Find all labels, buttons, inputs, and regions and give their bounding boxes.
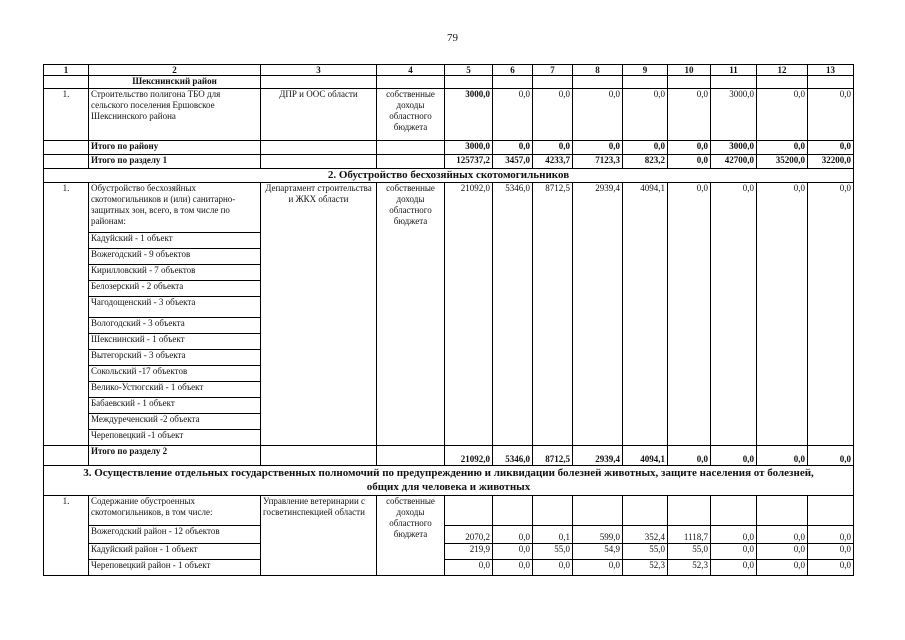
value-cell-col-11: 0,0 (711, 446, 757, 466)
value-cell-col-9: 4094,1 (623, 183, 668, 446)
value-cell-col-6: 5346,0 (493, 446, 533, 466)
table-cell (44, 141, 89, 155)
value-cell-col-5: 3000,0 (445, 141, 493, 155)
row-executor: Департамент строительства и ЖКХ области (261, 183, 377, 446)
district-name: Кадуйский - 1 объект (89, 233, 261, 249)
table-cell (533, 76, 573, 89)
value-cell-col-11: 3000,0 (711, 89, 757, 141)
value-cell-col-11: 42700,0 (711, 155, 757, 169)
table-cell (493, 76, 533, 89)
value-cell-col-7: 4233,7 (533, 155, 573, 169)
value-cell-col-8: 7123,3 (573, 155, 623, 169)
table-row (44, 560, 854, 576)
header-col-4: 4 (377, 65, 445, 76)
total-row (44, 141, 854, 155)
total-row (44, 155, 854, 169)
value-cell-col-8: 0,0 (573, 141, 623, 155)
district-name: Вытегорский - 3 объекта (89, 350, 261, 366)
value-cell-col-8 (573, 496, 623, 526)
section3-title (44, 466, 854, 496)
table-body (44, 65, 854, 576)
table-cell (573, 76, 623, 89)
total-district-label: Итого по району (89, 141, 261, 155)
budget-table-sheet (43, 64, 853, 630)
value-cell-col-12: 35200,0 (757, 155, 808, 169)
value-cell-col-5: 219,9 (445, 544, 493, 560)
value-cell-col-6: 3457,0 (493, 155, 533, 169)
section3-title-line1: 3. Осуществление отдельных государственных полномочий по предупреждению и ликвидации болезней животных, защите населения от болезней, (83, 467, 814, 479)
header-row (44, 65, 854, 76)
table-cell (757, 76, 808, 89)
table-cell (445, 76, 493, 89)
value-cell-col-7: 0,0 (533, 89, 573, 141)
table-cell (377, 446, 445, 466)
table-cell (668, 76, 711, 89)
value-cell-col-12: 0,0 (757, 544, 808, 560)
value-cell-col-13: 0,0 (808, 544, 854, 560)
header-col-2: 2 (89, 65, 261, 76)
table-cell (44, 155, 89, 169)
value-cell-col-10: 52,3 (668, 560, 711, 576)
value-cell-col-13: 0,0 (808, 183, 854, 446)
value-cell-col-13: 32200,0 (808, 155, 854, 169)
value-cell-col-7: 8712,5 (533, 183, 573, 446)
value-cell-col-12 (757, 496, 808, 526)
value-cell-col-10: 55,0 (668, 544, 711, 560)
table-cell (261, 446, 377, 466)
value-cell-col-6: 0,0 (493, 526, 533, 544)
header-col-9: 9 (623, 65, 668, 76)
value-cell-col-12: 0,0 (757, 141, 808, 155)
header-col-7: 7 (533, 65, 573, 76)
table-cell (623, 76, 668, 89)
header-col-1: 1 (44, 65, 89, 76)
page-number: 79 (447, 32, 458, 44)
value-cell-col-11: 0,0 (711, 526, 757, 544)
value-cell-col-5: 21092,0 (445, 183, 493, 446)
row-number: 1. (44, 89, 89, 141)
header-col-11: 11 (711, 65, 757, 76)
section-title-row (44, 169, 854, 183)
district-name: Белозерский - 2 объекта (89, 281, 261, 297)
value-cell-col-5 (445, 496, 493, 526)
value-cell-col-13: 0,0 (808, 141, 854, 155)
district-name: Вожегодский - 9 объектов (89, 249, 261, 265)
value-cell-col-9: 4094,1 (623, 446, 668, 466)
value-cell-col-5: 0,0 (445, 560, 493, 576)
value-cell-col-7: 55,0 (533, 544, 573, 560)
district-name: Велико-Устюгский - 1 объект (89, 382, 261, 398)
value-cell-col-7 (533, 496, 573, 526)
table-cell (377, 76, 445, 89)
value-cell-col-6: 5346,0 (493, 183, 533, 446)
district-name: Вологодский - 3 объекта (89, 318, 261, 334)
table-cell (808, 76, 854, 89)
value-cell-col-11: 0,0 (711, 183, 757, 446)
row-name: Обустройство бесхозяйных скотомогильников и (или) санитарно-защитных зон, всего, в том числе по районам: (89, 183, 261, 233)
header-col-10: 10 (668, 65, 711, 76)
district-name: Междуреченский -2 объекта (89, 414, 261, 430)
header-col-12: 12 (757, 65, 808, 76)
value-cell-col-6 (493, 496, 533, 526)
value-cell-col-9: 0,0 (623, 141, 668, 155)
district-name: Сокольский -17 объектов (89, 366, 261, 382)
value-cell-col-13: 0,0 (808, 560, 854, 576)
total-section2-label: Итого по разделу 2 (89, 446, 261, 466)
value-cell-col-9: 55,0 (623, 544, 668, 560)
value-cell-col-9: 823,2 (623, 155, 668, 169)
value-cell-col-8: 0,0 (573, 89, 623, 141)
header-col-3: 3 (261, 65, 377, 76)
table-cell (711, 76, 757, 89)
row-executor: Управление ветеринарии с госветинспекцией области (261, 496, 377, 576)
value-cell-col-5: 2070,2 (445, 526, 493, 544)
district-name: Вожегодский район - 12 объектов (89, 526, 261, 544)
section3-title-line2: общих для человека и животных (366, 481, 531, 493)
table-cell (261, 76, 377, 89)
district-name: Бабаевский - 1 объект (89, 398, 261, 414)
table-row (44, 89, 854, 141)
table-cell (44, 446, 89, 466)
district-title: Шекснинский район (89, 76, 261, 89)
value-cell-col-9: 0,0 (623, 89, 668, 141)
value-cell-col-11: 0,0 (711, 560, 757, 576)
table-cell (261, 155, 377, 169)
value-cell-col-11 (711, 496, 757, 526)
value-cell-col-5: 125737,2 (445, 155, 493, 169)
table-cell (44, 76, 89, 89)
value-cell-col-10: 0,0 (668, 141, 711, 155)
section2-title: 2. Обустройство бесхозяйных скотомогильников (44, 169, 854, 183)
row-executor: ДПР и ООС области (261, 89, 377, 141)
table-cell (377, 141, 445, 155)
value-cell-col-10: 0,0 (668, 155, 711, 169)
value-cell-col-6: 0,0 (493, 89, 533, 141)
value-cell-col-10: 0,0 (668, 183, 711, 446)
value-cell-col-6: 0,0 (493, 141, 533, 155)
table-cell (261, 141, 377, 155)
row-source: собственные доходы областного бюджета (377, 496, 445, 576)
row-name: Содержание обустроенных скотомогильников, в том числе: (89, 496, 261, 526)
value-cell-col-8: 599,0 (573, 526, 623, 544)
value-cell-col-10: 0,0 (668, 446, 711, 466)
value-cell-col-10: 1118,7 (668, 526, 711, 544)
value-cell-col-7: 0,0 (533, 141, 573, 155)
value-cell-col-13: 0,0 (808, 526, 854, 544)
value-cell-col-10 (668, 496, 711, 526)
table-row (44, 544, 854, 560)
value-cell-col-6: 0,0 (493, 544, 533, 560)
total-row (44, 446, 854, 466)
value-cell-col-5: 3000,0 (445, 89, 493, 141)
value-cell-col-12: 0,0 (757, 446, 808, 466)
table-cell (377, 155, 445, 169)
value-cell-col-12: 0,0 (757, 560, 808, 576)
value-cell-col-12: 0,0 (757, 526, 808, 544)
header-col-6: 6 (493, 65, 533, 76)
value-cell-col-9: 352,4 (623, 526, 668, 544)
header-col-13: 13 (808, 65, 854, 76)
value-cell-col-11: 3000,0 (711, 141, 757, 155)
value-cell-col-10: 0,0 (668, 89, 711, 141)
section-title-row (44, 466, 854, 496)
table-row (44, 496, 854, 526)
district-name: Кадуйский район - 1 объект (89, 544, 261, 560)
district-name: Шекснинский - 1 объект (89, 334, 261, 350)
value-cell-col-8: 0,0 (573, 560, 623, 576)
value-cell-col-11: 0,0 (711, 544, 757, 560)
row-name: Строительство полигона ТБО для сельского поселения Ершовское Шекснинского района (89, 89, 261, 141)
total-section1-label: Итого по разделу 1 (89, 155, 261, 169)
value-cell-col-13 (808, 496, 854, 526)
district-name: Череповецкий район - 1 объект (89, 560, 261, 576)
table-row (44, 526, 854, 544)
row-number: 1. (44, 496, 89, 576)
row-source: собственные доходы областного бюджета (377, 89, 445, 141)
value-cell-col-12: 0,0 (757, 89, 808, 141)
value-cell-col-9: 52,3 (623, 560, 668, 576)
district-name: Череповецкий -1 объект (89, 430, 261, 446)
row-source: собственные доходы областного бюджета (377, 183, 445, 446)
district-title-row (44, 76, 854, 89)
header-col-8: 8 (573, 65, 623, 76)
district-name: Кирилловский - 7 объектов (89, 265, 261, 281)
value-cell-col-9 (623, 496, 668, 526)
row-number: 1. (44, 183, 89, 446)
value-cell-col-13: 0,0 (808, 89, 854, 141)
value-cell-col-8: 2939,4 (573, 183, 623, 446)
value-cell-col-7: 0,0 (533, 560, 573, 576)
value-cell-col-7: 8712,5 (533, 446, 573, 466)
value-cell-col-13: 0,0 (808, 446, 854, 466)
district-name: Чагодощенский - 3 объекта (89, 297, 261, 318)
value-cell-col-7: 0,1 (533, 526, 573, 544)
value-cell-col-5: 21092,0 (445, 446, 493, 466)
header-col-5: 5 (445, 65, 493, 76)
table-row (44, 183, 854, 233)
budget-table (43, 64, 854, 576)
value-cell-col-6: 0,0 (493, 560, 533, 576)
value-cell-col-8: 2939,4 (573, 446, 623, 466)
value-cell-col-8: 54,9 (573, 544, 623, 560)
value-cell-col-12: 0,0 (757, 183, 808, 446)
